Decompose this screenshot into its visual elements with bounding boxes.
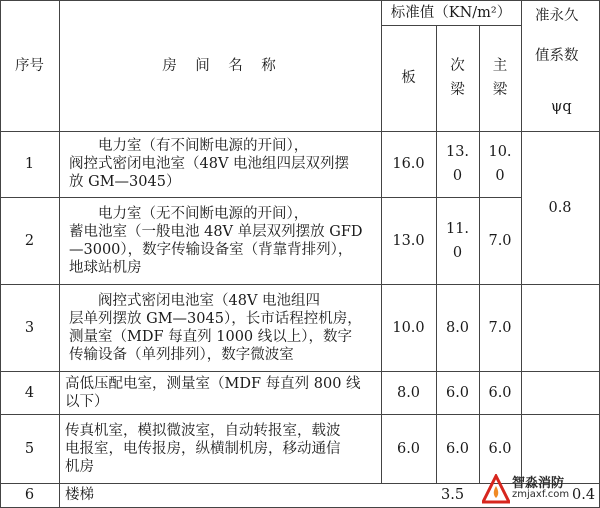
room-name-cell: 阀控式密闭电池室（48V 电池组四 层单列摆放 GM—3045），长市话程控机房， 测量室（MDF 每直列 1000 线以上），数字 传输设备（单列排列），数字微波室 bbox=[69, 292, 362, 363]
row-number: 2 bbox=[24, 232, 35, 249]
secondary-beam-value: 11. 0 bbox=[445, 220, 470, 261]
secondary-beam-value: 8.0 bbox=[445, 319, 470, 336]
watermark-logo bbox=[482, 470, 600, 508]
room-name-cell: 电力室（无不间断电源的开间）， 蓄电池室（一般电池 48V 单层双列摆放 GFD —3000），数字传输设备室（背靠背排列）， 地球站机房 bbox=[69, 205, 363, 276]
slab-value: 10.0 bbox=[392, 319, 425, 336]
secondary-beam-value: 6.0 bbox=[445, 440, 470, 457]
watermark-url: zmjaxf.com bbox=[512, 489, 570, 500]
main-beam-value: 7.0 bbox=[488, 232, 512, 249]
secondary-beam-value: 13. 0 bbox=[445, 144, 470, 184]
header-room-name: 房 间 名 称 bbox=[162, 57, 278, 74]
main-beam-value: 6.0 bbox=[488, 384, 512, 401]
flame-triangle-icon bbox=[482, 474, 510, 504]
header-seq: 序号 bbox=[15, 57, 44, 74]
header-main-beam: 主 梁 bbox=[492, 58, 508, 98]
watermark-name: 智淼消防 bbox=[512, 476, 565, 491]
room-name-cell: 传真机室，模拟微波室，自动转报室，载波 电报室，电传报房，纵横制机房，移动通信 机房 bbox=[65, 422, 341, 475]
row-number: 5 bbox=[24, 440, 35, 457]
room-name-cell: 高低压配电室，测量室（MDF 每直列 800 线 以下） bbox=[65, 375, 361, 410]
secondary-beam-value: 6.0 bbox=[445, 384, 470, 401]
row-number: 6 bbox=[24, 487, 35, 503]
slab-value: 6.0 bbox=[396, 440, 421, 457]
header-secondary-beam: 次 梁 bbox=[450, 58, 465, 98]
row-number: 1 bbox=[24, 156, 35, 172]
stair-psi-value: 0.4 bbox=[572, 487, 596, 503]
row-number: 3 bbox=[24, 319, 35, 336]
main-beam-value: 6.0 bbox=[488, 440, 512, 457]
room-name-cell: 楼梯 bbox=[65, 487, 94, 503]
stair-load-value: 3.5 bbox=[441, 487, 465, 503]
slab-value: 8.0 bbox=[396, 384, 421, 401]
room-name-cell: 电力室（有不间断电源的开间）， 阀控式密闭电池室（48V 电池组四层双列摆 放 GM—3045） bbox=[69, 138, 350, 190]
main-beam-value: 10. 0 bbox=[488, 144, 512, 184]
header-standard-value: 标准值（KN/m²） bbox=[390, 4, 512, 21]
slab-value: 16.0 bbox=[392, 156, 425, 172]
main-beam-value: 7.0 bbox=[488, 319, 512, 336]
slab-value: 13.0 bbox=[392, 232, 425, 249]
header-slab: 板 bbox=[401, 70, 416, 86]
psi-value-merged: 0.8 bbox=[548, 199, 572, 216]
row-number: 4 bbox=[24, 384, 35, 401]
header-quasi-permanent: 准永久 值系数 ψq bbox=[535, 8, 579, 115]
